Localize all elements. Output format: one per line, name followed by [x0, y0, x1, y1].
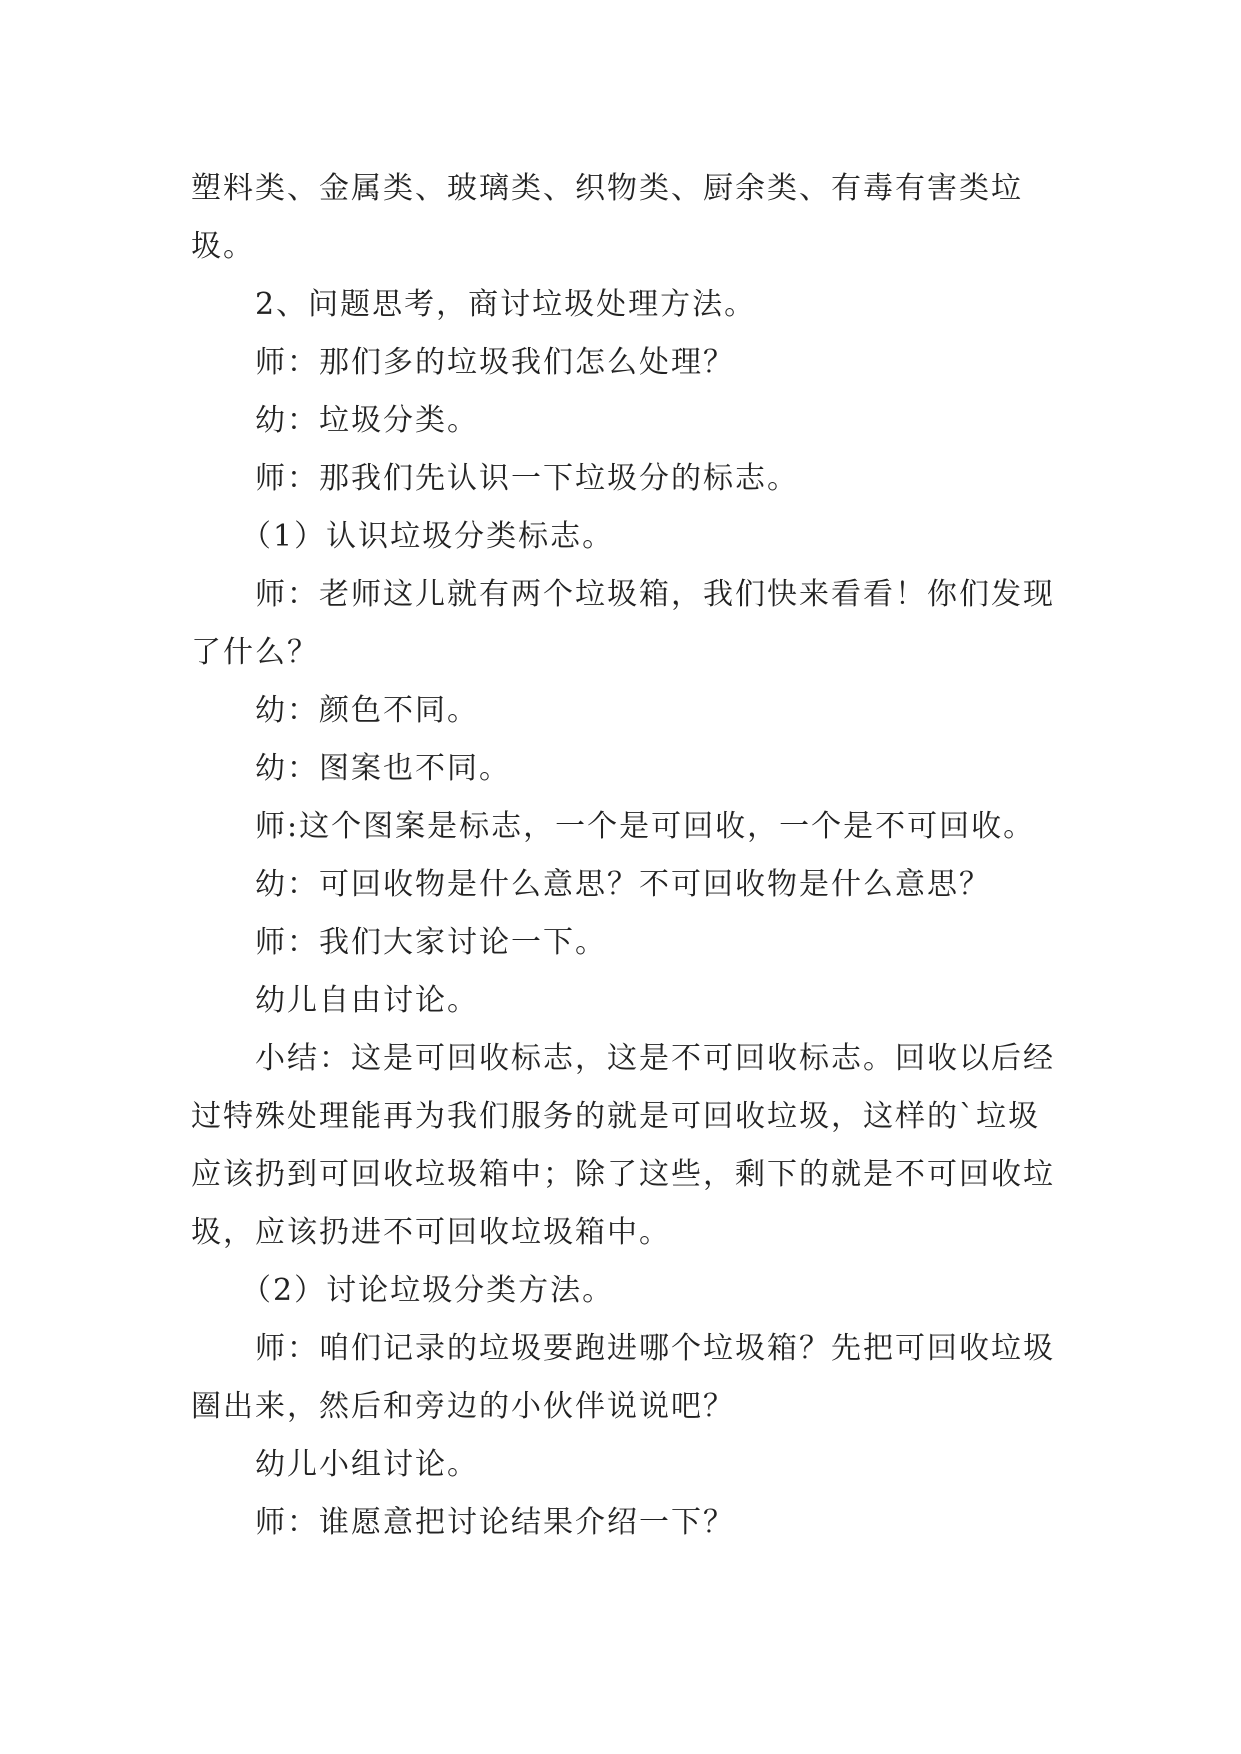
paragraph-summary: 小结：这是可回收标志，这是不可回收标志。回收以后经过特殊处理能再为我们服务的就是可回收垃圾，这样的`垃圾应该扔到可回收垃圾箱中；除了这些，剩下的就是不可回收垃圾，应该扔进不可回收垃圾箱中。 — [191, 1041, 1055, 1250]
paragraph-free-discussion: 幼儿自由讨论。 — [255, 983, 479, 1018]
paragraph-teacher-bins: 师：老师这儿就有两个垃圾箱，我们快来看看！你们发现了什么？ — [191, 577, 1055, 670]
paragraph-teacher-sort: 师：咱们记录的垃圾要跑进哪个垃圾箱？先把可回收垃圾圈出来，然后和旁边的小伙伴说说吧？ — [191, 1331, 1055, 1424]
paragraph-section-1: （1）认识垃圾分类标志。 — [241, 519, 615, 554]
paragraph-step-2: 2、问题思考，商讨垃圾处理方法。 — [255, 287, 757, 322]
paragraph-garbage-types: 塑料类、金属类、玻璃类、织物类、厨余类、有毒有害类垃圾。 — [191, 171, 1023, 264]
document-body — [191, 160, 1061, 1552]
paragraph-teacher-signs: 师：那我们先认识一下垃圾分的标志。 — [255, 461, 799, 496]
paragraph-group-discussion: 幼儿小组讨论。 — [255, 1447, 479, 1482]
paragraph-teacher-discuss: 师：我们大家讨论一下。 — [255, 925, 607, 960]
paragraph-teacher-recyclable: 师:这个图案是标志，一个是可回收，一个是不可回收。 — [255, 809, 1036, 844]
paragraph-child-color: 幼：颜色不同。 — [255, 693, 479, 728]
paragraph-child-pattern: 幼：图案也不同。 — [255, 751, 511, 786]
paragraph-child-answer: 幼：垃圾分类。 — [255, 403, 479, 438]
paragraph-child-meaning: 幼：可回收物是什么意思？不可回收物是什么意思？ — [255, 867, 991, 902]
paragraph-teacher-question: 师：那们多的垃圾我们怎么处理？ — [255, 345, 735, 380]
paragraph-teacher-results: 师：谁愿意把讨论结果介绍一下？ — [255, 1505, 735, 1540]
paragraph-section-2: （2）讨论垃圾分类方法。 — [241, 1273, 615, 1308]
